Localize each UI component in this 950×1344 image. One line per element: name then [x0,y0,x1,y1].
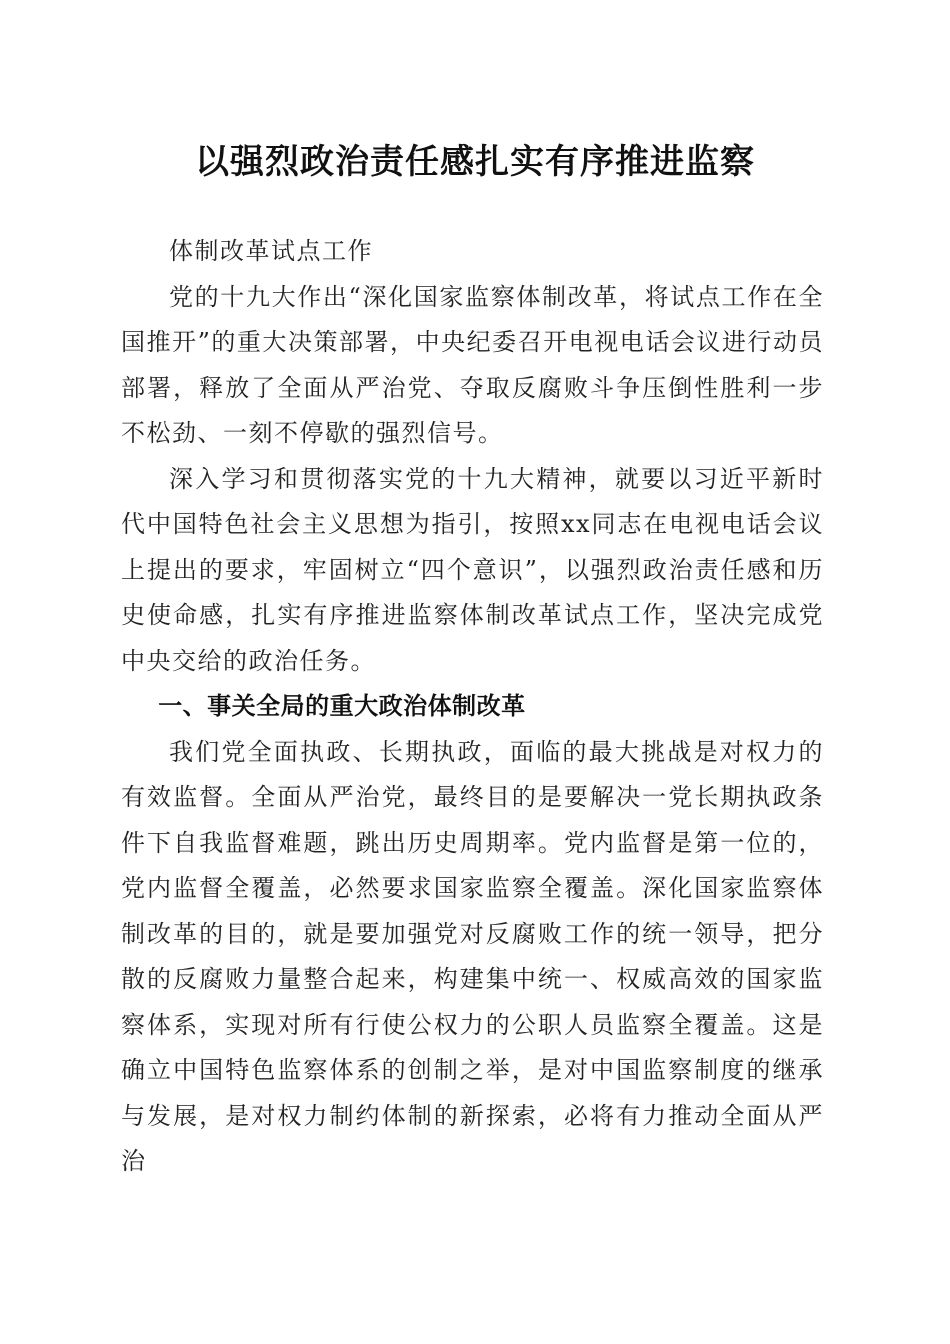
document-body [121,229,824,1185]
document-title: 以强烈政治责任感扎实有序推进监察 [195,142,755,182]
section-heading: 一、事关全局的重大政治体制改革 [158,692,526,720]
title-continuation: 体制改革试点工作 [169,237,373,265]
paragraph-2: 深入学习和贯彻落实党的十九大精神，就要以习近平新时代中国特色社会主义思想为指引，按照xx同志在电视电话会议上提出的要求，牢固树立“四个意识”，以强烈政治责任感和历史使命感，扎实有序推进监察体制改革试点工作，坚决完成党中央交给的政治任务。 [121,464,824,675]
section-paragraph-1: 我们党全面执政、长期执政，面临的最大挑战是对权力的有效监督。全面从严治党，最终目的是要解决一党长期执政条件下自我监督难题，跳出历史周期率。党内监督是第一位的，党内监督全覆盖，必然要求国家监察全覆盖。深化国家监察体制改革的目的，就是要加强党对反腐败工作的统一领导，把分散的反腐败力量整合起来，构建集中统一、权威高效的国家监察体系，实现对所有行使公权力的公职人员监察全覆盖。这是确立中国特色监察体系的创制之举，是对中国监察制度的继承与发展，是对权力制约体制的新探索，必将有力推动全面从严治 [121,737,824,1175]
paragraph-1: 党的十九大作出“深化国家监察体制改革，将试点工作在全国推开”的重大决策部署，中央纪委召开电视电话会议进行动员部署，释放了全面从严治党、夺取反腐败斗争压倒性胜利一步不松劲、一刻不停歇的强烈信号。 [121,282,824,447]
